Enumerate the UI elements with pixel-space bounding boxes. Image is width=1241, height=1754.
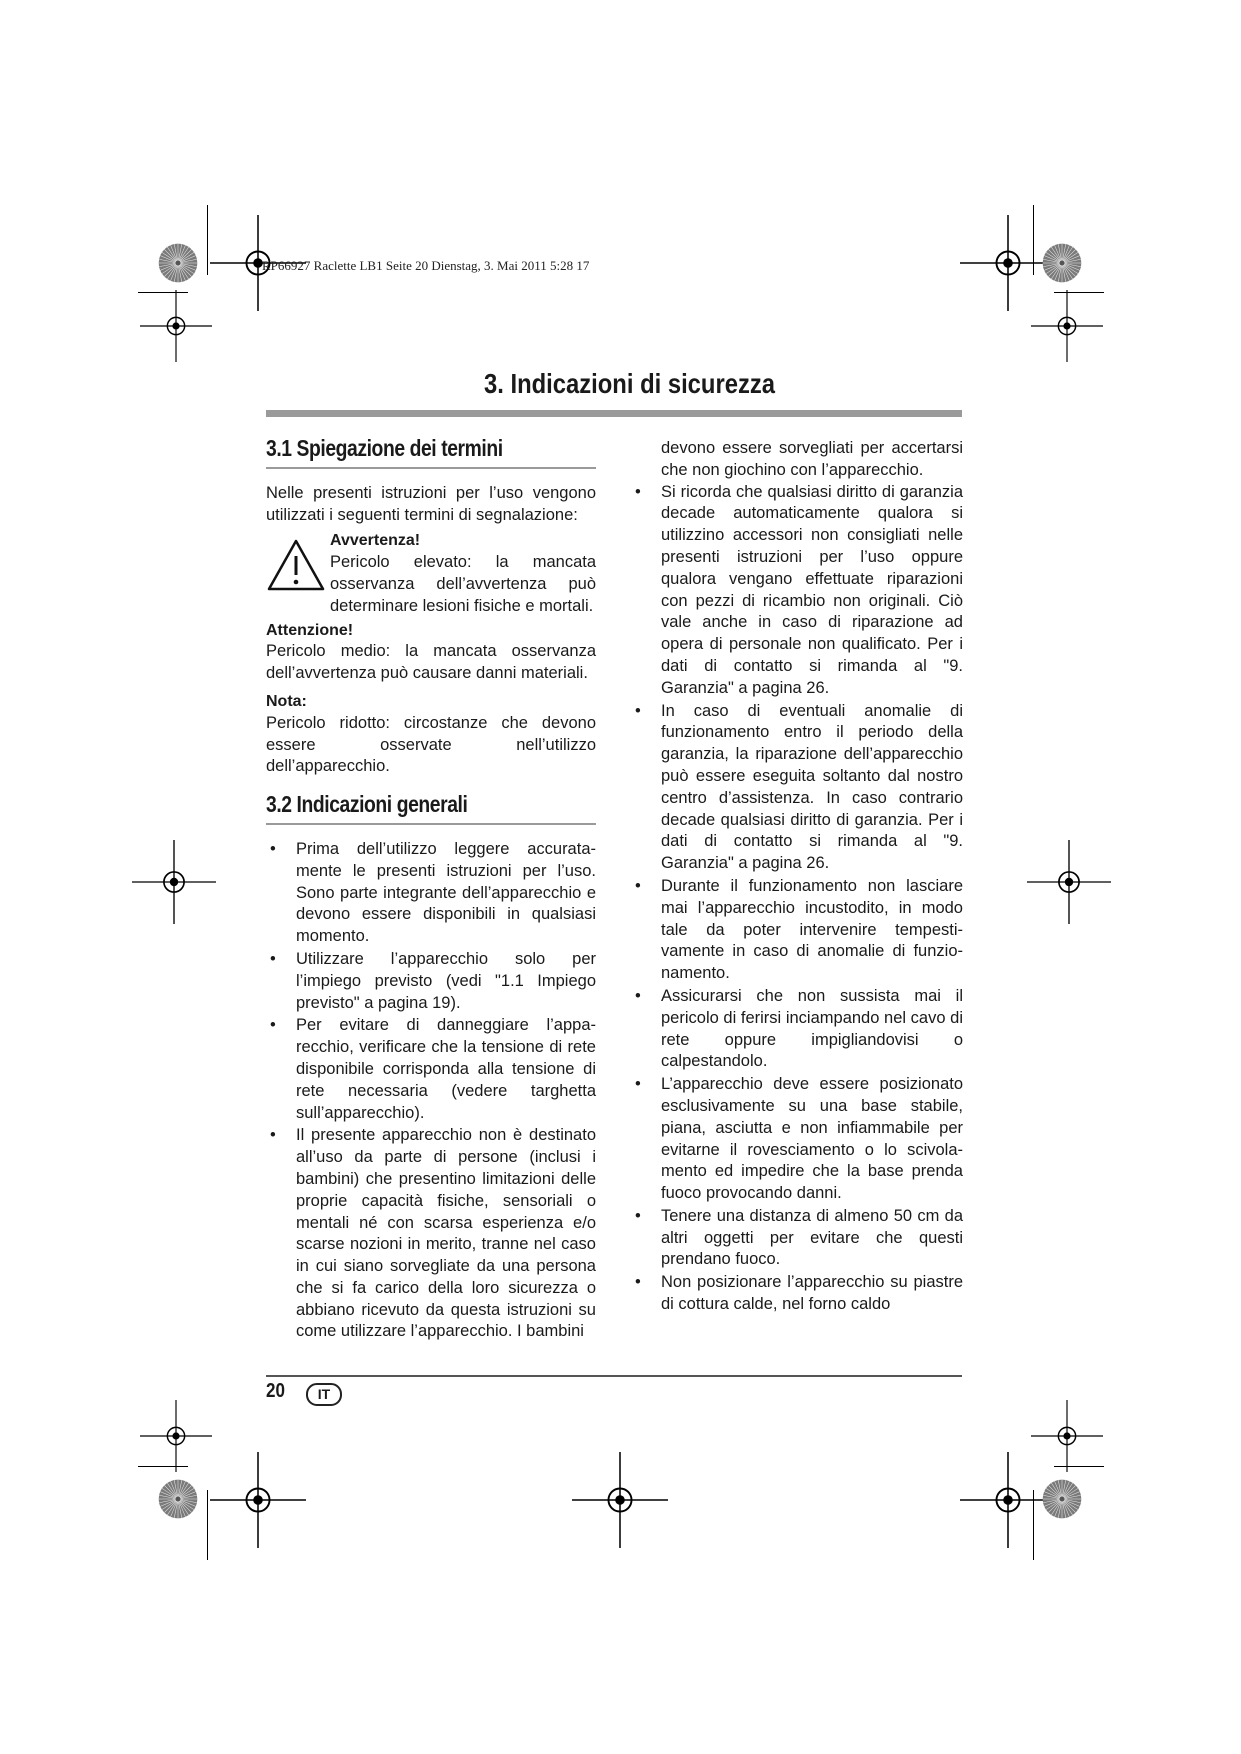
page-number: 20 [266,1380,285,1402]
crop-line [1054,292,1104,293]
intro-text: Nelle presenti istruzioni per l’uso vengono utilizzati i seguenti termini di segnalazione: [266,483,596,524]
registration-crosshair-icon [1031,1400,1103,1472]
registration-crosshair-icon [1027,840,1111,924]
warning-label: Avvertenza! [330,532,421,550]
warning-block [266,528,596,617]
note-text: Pericolo ridotto: circostanze che devono essere osservate nell’utilizzo dell’apparecchio. [266,713,596,776]
list-item: • Durante il funzionamento non lasciare mai l’apparecchio incustodito, in modo tale da poter intervenire tempesti-vamente in caso di anomalie di funzio-namento. [631,876,963,985]
crop-line [207,1490,208,1560]
chapter-title: 3. Indicazioni di sicurezza [484,368,775,399]
registration-starburst-icon [1041,1478,1083,1520]
list-item: • L’apparecchio deve essere posizionato esclusivamente su una base stabile, piana, asciutta e non infiammabile per evitarne il rovesciamento o lo scivola-mento ed impedire che la base prenda fuoco provocando danni. [631,1074,963,1205]
bullet-list [631,482,963,1316]
registration-starburst-icon [157,1478,199,1520]
crop-line [138,292,188,293]
crop-line [207,205,208,275]
section-title: 3.1 Spiegazione dei termini [266,435,503,461]
registration-crosshair-icon [132,840,216,924]
warning-triangle-icon [266,528,330,599]
bullet-list [266,839,596,1343]
list-item: • Tenere una distanza di almeno 50 cm da altri oggetti per evitare che questi prendano fuoco. [631,1206,963,1271]
registration-crosshair-icon [1031,290,1103,362]
warning-text: Pericolo elevato: la mancata osservanza dell’avvertenza può determinare lesioni fisiche e mortali. [330,553,596,615]
section-divider [266,823,596,825]
list-item: • Si ricorda che qualsiasi diritto di garanzia decade automaticamente qualora si utilizzino accessori non consigliati nelle presenti istruzioni per l’uso oppure qualora vengano effettuate riparazioni con pezzi di ricambio non originali. Ciò vale anche in caso di riparazione ad opera di personale non qualificato. Per i dati di contatto si rimanda al "9. Garanzia" a pagina 26. [631,482,963,700]
language-badge: IT [306,1383,342,1406]
list-item: • Prima dell’utilizzo leggere accurata-mente le presenti istruzioni per l’uso. Sono parte integrante dell’apparecchio e devono essere disponibili in qualsiasi momento. [266,839,596,948]
list-item: • Assicurarsi che non sussista mai il pericolo di ferirsi inciampando nel cavo di rete oppure impigliandovisi o calpestandolo. [631,986,963,1073]
section-divider [266,467,596,469]
chapter-divider [266,410,962,417]
list-item: • Per evitare di danneggiare l’appa-recchio, verificare che la tensione di rete disponibile corrisponda alla tensione di rete necessaria (vedere targhetta sull’apparecchio). [266,1015,596,1124]
registration-starburst-icon [1041,242,1083,284]
left-column [266,435,596,1344]
caution-text: Pericolo medio: la mancata osservanza dell’avvertenza può causare danni materiali. [266,642,596,683]
registration-crosshair-icon [572,1452,668,1548]
section-title: 3.2 Indicazioni generali [266,791,468,818]
registration-crosshair-icon [210,1452,306,1548]
crop-line [1033,205,1034,275]
caution-label: Attenzione! [266,621,354,639]
list-item: • Il presente apparecchio non è destinato all’uso da parte di persone (inclusi i bambini) che presentino limitazioni delle proprie capacità fisiche, sensoriali o mentali né con scarsa esperienza e/o scarse nozioni in merito, tranne nel caso in cui siano sorvegliate da una persona che si fa carico della loro sicurezza o abbiano ricevuto da questa istruzioni su come utilizzare l’apparecchio. I bambini [266,1125,596,1343]
list-item: • In caso di eventuali anomalie di funzionamento entro il periodo della garanzia, la riparazione dell’apparecchio può essere eseguita soltanto dal nostro centro d’assistenza. In caso contrario decade qualsiasi diritto di garanzia. Per i dati di contatto si rimanda al "9. Garanzia" a pagina 26. [631,701,963,875]
registration-crosshair-icon [140,290,212,362]
crop-line [1054,1466,1104,1467]
footer-divider [266,1375,962,1377]
list-item: • Non posizionare l’apparecchio su piastre di cottura calde, nel forno caldo [631,1272,963,1316]
right-column [631,438,963,1317]
list-item: • Utilizzare l’apparecchio solo per l’impiego previsto (vedi "1.1 Impiego previsto" a pagina 19). [266,949,596,1014]
registration-crosshair-icon [140,1400,212,1472]
registration-starburst-icon [157,242,199,284]
crop-line [138,1466,188,1467]
note-label: Nota: [266,692,307,710]
crop-line [1033,1490,1034,1560]
print-slug: RP66927 Raclette LB1 Seite 20 Dienstag, 3. Mai 2011 5:28 17 [262,258,590,273]
continuation-text: devono essere sorvegliati per accertarsi che non giochino con l’apparecchio. [661,439,963,479]
